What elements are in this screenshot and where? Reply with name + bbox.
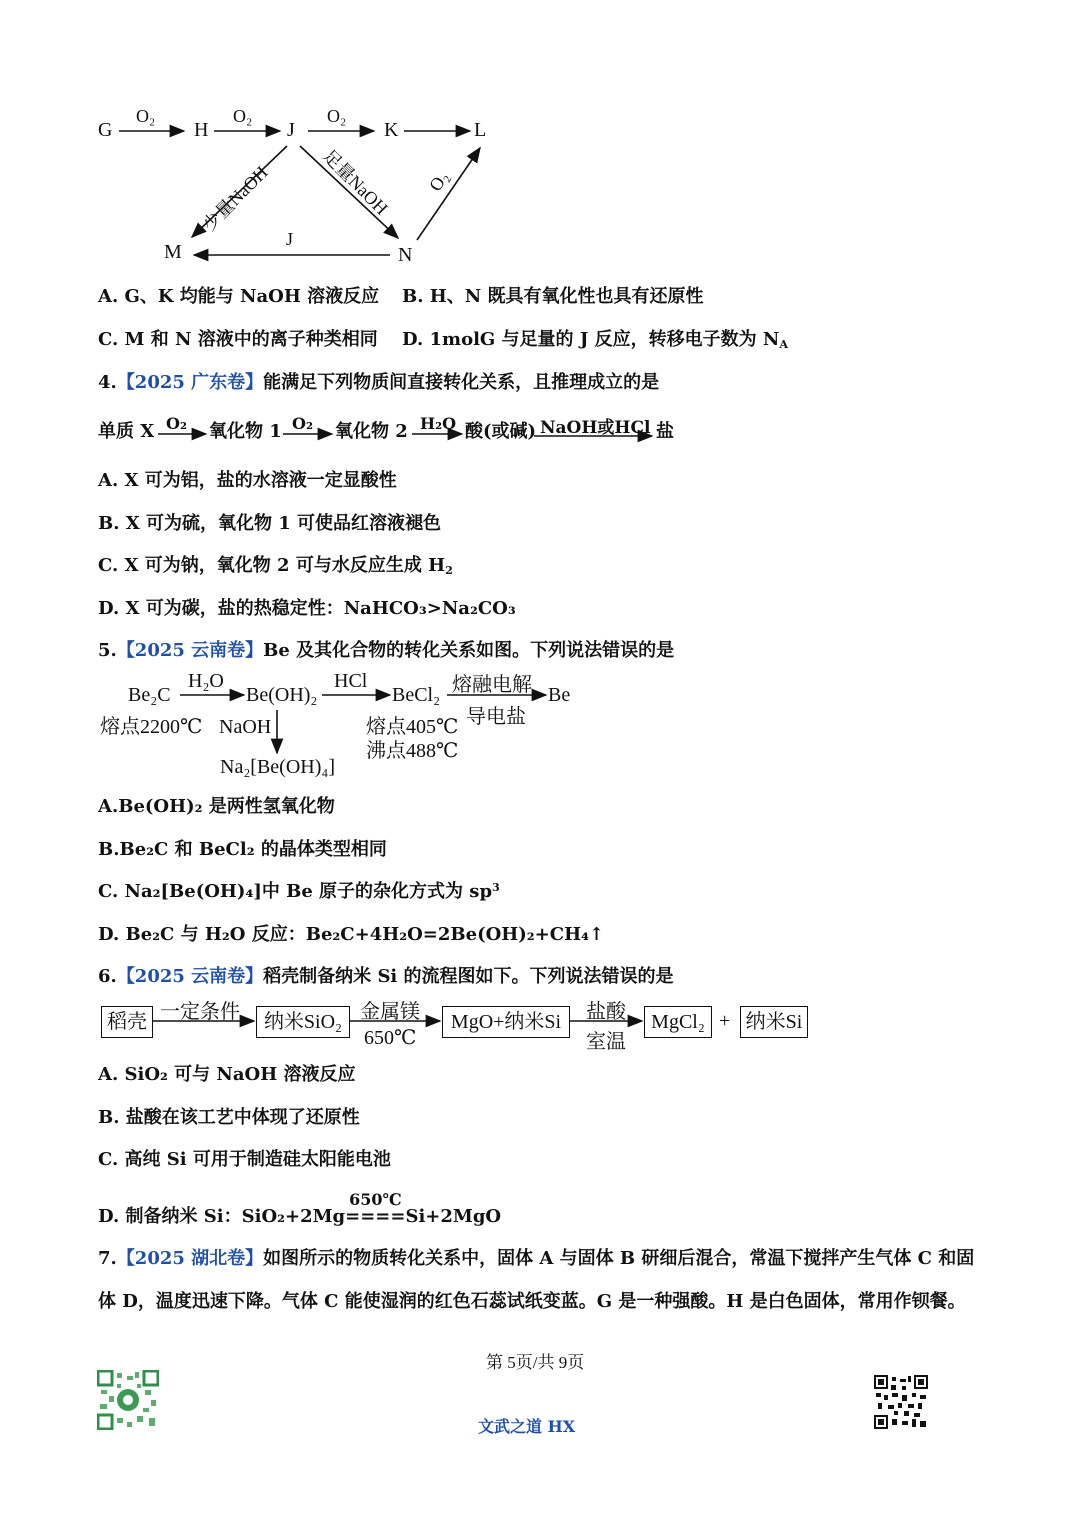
q3-option-c: C. M 和 N 溶液中的离子种类相同 [98, 329, 378, 350]
q5-option-b: B.Be₂C 和 BeCl₂ 的晶体类型相同 [98, 839, 387, 860]
q4-option-d: D. X 可为碳，盐的热稳定性：NaHCO₃>Na₂CO₃ [98, 598, 516, 619]
q4-stem: 4.【2025 广东卷】能满足下列物质间直接转化关系，且推理成立的是 [98, 372, 660, 393]
q5-option-d: D. Be₂C 与 H₂O 反应：Be₂C+4H₂O=2Be(OH)₂+CH₄↑ [98, 924, 605, 945]
footer-brand: 文武之道 HX [478, 1417, 576, 1436]
label-excess-naoh: 足量NaOH [319, 145, 392, 219]
q7-stem-line2: 体 D，温度迅速下降。气体 C 能使湿润的红色石蕊试纸变蓝。G 是一种强酸。H 是白色固体，常用作钡餐。 [98, 1291, 966, 1312]
node-n: N [398, 244, 413, 266]
q5-option-a: A.Be(OH)₂ 是两性氢氧化物 [98, 796, 335, 817]
flow-box-mgcl2: MgCl₂ [644, 1006, 712, 1038]
label-o2-hj: O₂ [233, 106, 253, 126]
label-o2-nl: O₂ [425, 167, 453, 195]
label-j-nm: J [286, 229, 294, 249]
flow-plus: + [719, 1010, 731, 1032]
q5-source-tag: 【2025 云南卷】 [116, 640, 264, 661]
q3-option-a: A. G、K 均能与 NaOH 溶液反应 [98, 286, 380, 307]
node-k: K [384, 119, 399, 141]
right-qr-code-icon [874, 1375, 928, 1429]
q6-stem: 6.【2025 云南卷】稻壳制备纳米 Si 的流程图如下。下列说法错误的是 [98, 966, 674, 987]
q4-option-b: B. X 可为硫，氧化物 1 可使品红溶液褪色 [98, 513, 442, 534]
flow-box-rice-husk: 稻壳 [101, 1006, 153, 1038]
flow-box-nano-sio2: 纳米SiO₂ [256, 1006, 350, 1038]
q3-option-d: D. 1molG 与足量的 J 反应，转移电子数为 $N_A$ [402, 329, 788, 351]
q4-source-tag: 【2025 广东卷】 [116, 372, 264, 393]
q6-option-c: C. 高纯 Si 可用于制造硅太阳能电池 [98, 1149, 391, 1170]
label-o2-gh: O₂ [136, 106, 156, 126]
q5-option-c: C. Na₂[Be(OH)₄]中 Be 原子的杂化方式为 $sp^3$ [98, 880, 500, 902]
label-little-naoh: 少量NaOH [198, 162, 272, 235]
left-qr-code-icon [97, 1370, 159, 1430]
q6-option-b: B. 盐酸在该工艺中体现了还原性 [98, 1107, 360, 1128]
flow-box-nano-si: 纳米Si [740, 1006, 808, 1038]
node-h: H [194, 119, 209, 141]
label-o2-jk: O₂ [327, 106, 347, 126]
node-m: M [164, 241, 182, 263]
q6-source-tag: 【2025 云南卷】 [116, 966, 264, 987]
q6-option-d: D. 制备纳米 Si：SiO₂+2Mg 650℃ ====Si+2MgO [98, 1190, 502, 1227]
node-l: L [474, 119, 487, 141]
flow-box-mgo-si: MgO+纳米Si [442, 1006, 570, 1038]
q7-source-tag: 【2025 湖北卷】 [116, 1248, 264, 1269]
q3-option-b: B. H、N 既具有氧化性也具有还原性 [402, 286, 704, 307]
q5-stem: 5.【2025 云南卷】Be 及其化合物的转化关系如图。下列说法错误的是 [98, 640, 675, 661]
q7-stem-line1: 7.【2025 湖北卷】如图所示的物质转化关系中，固体 A 与固体 B 研细后混合，常温下搅拌产生气体 C 和固 [98, 1248, 975, 1269]
q6-option-a: A. SiO₂ 可与 NaOH 溶液反应 [98, 1064, 356, 1085]
q4-option-a: A. X 可为铝，盐的水溶液一定显酸性 [98, 470, 397, 491]
q4-option-c: C. X 可为钠，氧化物 2 可与水反应生成 $H_2$ [98, 555, 453, 577]
node-g: G [98, 119, 113, 141]
page-number: 第 5页/共 9页 [486, 1353, 585, 1372]
node-j: J [287, 119, 295, 141]
